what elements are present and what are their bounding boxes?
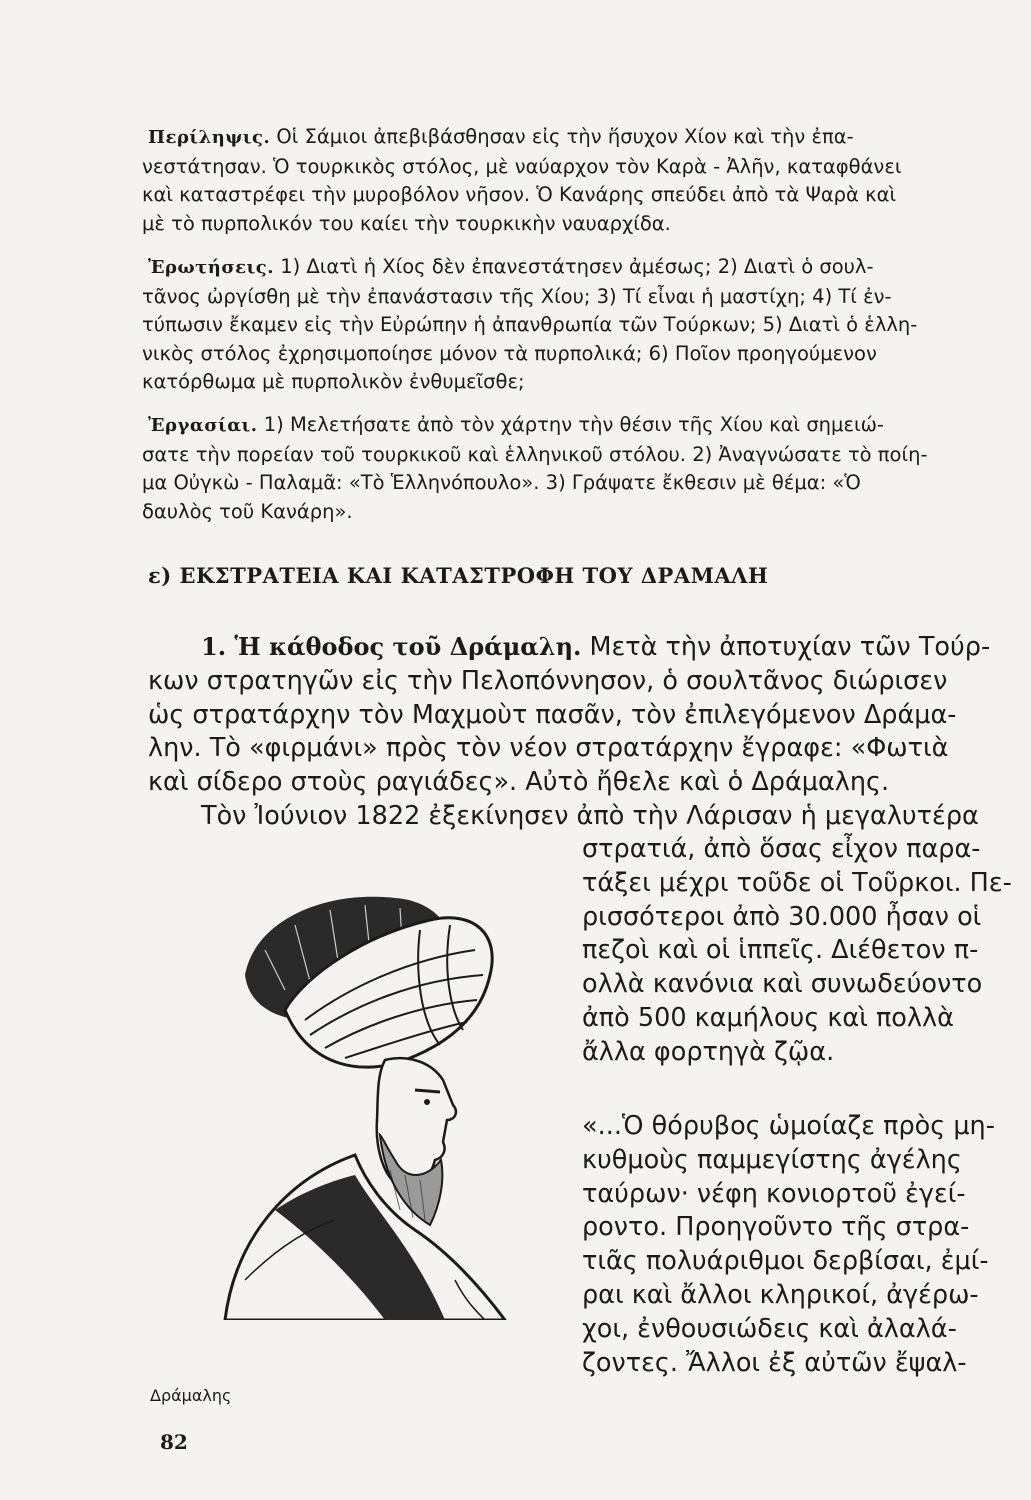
quote-text	[582, 1110, 995, 1380]
quote-line: χοι, ἐνθουσιώδεις καὶ ἀλαλά-	[582, 1313, 957, 1344]
assignments-lead: Ἐργασίαι.	[148, 415, 258, 436]
questions-lead: Ἐρωτήσεις.	[148, 257, 274, 278]
column-line: ἀπὸ 500 καμήλους καὶ πολλὰ	[582, 1002, 954, 1033]
main-text	[148, 630, 990, 834]
main-line: Μετὰ τὴν ἀποτυχίαν τῶν Τούρ-	[589, 632, 991, 662]
dramalis-portrait	[215, 880, 580, 1320]
quote-line: τιᾶς πολυάριθμοι δερβίσαι, ἐμί-	[582, 1246, 989, 1277]
portrait-caption: Δράμαλης	[150, 1386, 232, 1405]
subsection-title: 1. Ἡ κάθοδος τοῦ Δράμαλη.	[201, 632, 582, 661]
assignments-line: δαυλὸς τοῦ Κανάρη».	[142, 499, 353, 523]
questions-paragraph	[142, 253, 984, 397]
summary-line: Οἱ Σάμιοι ἀπεβιβάσθησαν εἰς τὴν ἥσυχον Χίον καὶ τὴν ἐπα-	[276, 125, 854, 148]
column-line: ρισσότεροι ἀπὸ 30.000 ἦσαν οἱ	[582, 901, 982, 932]
assignments-line: μα Οὐγκὼ - Παλαμᾶ: «Τὸ Ἑλληνόπουλο». 3) Γράψατε ἔκθεσιν μὲ θέμα: «Ὁ	[142, 471, 861, 494]
summary-line: μὲ τὸ πυρπολικόν του καίει τὴν τουρκικὴν ναυαρχίδα.	[142, 211, 671, 235]
quote-line: «...Ὁ θόρυβος ὡμοίαζε πρὸς μη-	[582, 1111, 995, 1141]
quote-line: ζοντες. Ἄλλοι ἐξ αὐτῶν ἔψαλ-	[582, 1347, 967, 1378]
main-line: Τὸν Ἰούνιον 1822 ἐξεκίνησεν ἀπὸ τὴν Λάρισαν ἡ μεγαλυτέρα	[201, 800, 979, 831]
questions-line: νικὸς στόλος ἐχρησιμοποίησε μόνον τὰ πυρπολικά; 6) Ποῖον προηγούμενον	[142, 341, 877, 365]
quote-line: κυθμοὺς παμμεγίστης ἀγέλης	[582, 1144, 962, 1175]
column-line: ολλὰ κανόνια καὶ συνωδεύοντο	[582, 969, 983, 1000]
section-title: ε) ΕΚΣΤΡΑΤΕΙΑ ΚΑΙ ΚΑΤΑΣΤΡΟΦΗ ΤΟΥ ΔΡΑΜΑΛΗ	[148, 563, 769, 588]
assignments-paragraph	[142, 411, 984, 526]
main-column-text	[582, 833, 1012, 1070]
questions-line: 1) Διατὶ ἡ Χίος δὲν ἐπανεστάτησεν ἀμέσως; 2) Διατὶ ὁ σουλ-	[280, 255, 874, 278]
questions-line: τύπωσιν ἔκαμεν εἰς τὴν Εὐρώπην ἡ ἀπανθρωπία τῶν Τούρκων; 5) Διατὶ ὁ ἑλλη-	[142, 313, 918, 336]
column-line: στρατιά, ἀπὸ ὅσας εἶχον παρα-	[582, 834, 981, 864]
quote-line: ραι καὶ ἄλλοι κληρικοί, ἀγέρω-	[582, 1279, 979, 1310]
summary-paragraph	[142, 123, 984, 238]
main-line: κων στρατηγῶν εἰς τὴν Πελοπόννησον, ὁ σουλτᾶνος διώρισεν	[148, 665, 948, 696]
quote-line: ταύρων· νέφη κονιορτοῦ ἐγεί-	[582, 1178, 966, 1209]
questions-line: κατόρθωμα μὲ πυρπολικὸν ἐνθυμεῖσθε;	[142, 370, 525, 393]
column-line: ἄλλα φορτηγὰ ζῷα.	[582, 1036, 835, 1067]
assignments-line: 1) Μελετήσατε ἀπὸ τὸν χάρτην τὴν θέσιν τῆς Χίου καὶ σημειώ-	[263, 413, 884, 436]
questions-line: τᾶνος ὠργίσθη μὲ τὴν ἐπανάστασιν τῆς Χίου; 3) Τί εἶναι ἡ μαστίχη; 4) Τί ἐν-	[142, 284, 892, 308]
column-line: τάξει μέχρι τοῦδε οἱ Τοῦρκοι. Πε-	[582, 867, 1012, 898]
column-line: πεζοὶ καὶ οἱ ἱππεῖς. Διέθετον π-	[582, 935, 979, 966]
main-line: ὡς στρατάρχην τὸν Μαχμοὺτ πασᾶν, τὸν ἐπιλεγόμενον Δράμα-	[148, 699, 957, 730]
summary-lead: Περίληψις.	[148, 127, 271, 148]
main-line: λην. Τὸ «φιρμάνι» πρὸς τὸν νέον στρατάρχην ἔγραφε: «Φωτιὰ	[148, 733, 949, 764]
summary-line: καὶ καταστρέφει τὴν μυροβόλον νῆσον. Ὁ Κανάρης σπεύδει ἀπὸ τὰ Ψαρὰ καὶ	[142, 183, 897, 206]
assignments-line: σατε τὴν πορείαν τοῦ τουρκικοῦ καὶ ἑλληνικοῦ στόλου. 2) Ἀναγνώσατε τὸ ποίη-	[142, 442, 928, 466]
summary-line: νεστάτησαν. Ὁ τουρκικὸς στόλος, μὲ ναύαρχον τὸν Καρὰ - Ἀλῆν, καταφθάνει	[142, 154, 902, 178]
page-number: 82	[160, 1430, 188, 1454]
quote-line: ροντο. Προηγοῦντο τῆς στρα-	[582, 1212, 970, 1243]
main-line: καὶ σίδερο στοὺς ραγιάδες». Αὐτὸ ἤθελε καὶ ὁ Δράμαλης.	[148, 767, 890, 798]
